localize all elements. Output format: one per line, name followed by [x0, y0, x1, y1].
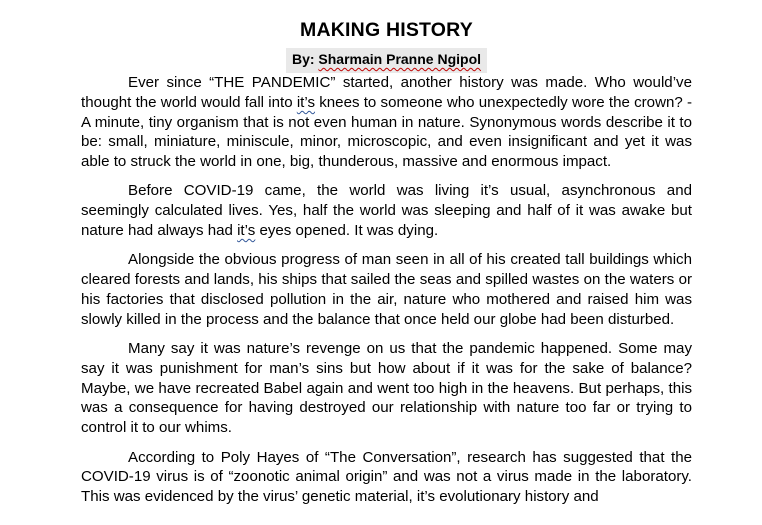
paragraph-2-text-cont: eyes opened. It was dying.: [255, 222, 439, 240]
paragraph-1: [81, 73, 692, 172]
byline-prefix: By:: [291, 51, 319, 67]
byline-container: [81, 48, 692, 73]
author-name: Sharmain Pranne Ngipol: [318, 51, 482, 67]
paragraph-3-text: Alongside the obvious progress of man seen in all of his created tall buildings which cleared forests and lands, his ships that sailed the seas and spilled wastes on the waters or his factories that disclosed pollution in the air, nature who mothered and raised him was slowly killed in the process and the balance that once held our globe had been disturbed.: [81, 251, 692, 328]
paragraph-5: [81, 448, 692, 507]
paragraph-4-text: Many say it was nature’s revenge on us that the pandemic happened. Some may say it was punishment for man’s sins but how about if it was for the sake of balance? Maybe, we have recreated Babel again and went too high in the heavens. But perhaps, this was a consequence for having destroyed our relationship with nature too far or trying to control it to our whims.: [81, 340, 692, 437]
grammar-flag[interactable]: it’s: [296, 93, 316, 111]
document-page: [81, 0, 692, 516]
paragraph-3: [81, 250, 692, 329]
document-title: MAKING HISTORY: [300, 19, 473, 41]
paragraph-1-text: Ever since “THE PANDEMIC” started, another history was made. Who would’ve thought the world would fall into: [81, 74, 692, 111]
paragraph-4: [81, 339, 692, 438]
paragraph-5-text: According to Poly Hayes of “The Conversation”, research has suggested that the COVID-19 virus is of “zoonotic animal origin” and was not a virus made in the laboratory. This was evidenced by the virus’ genetic material, it’s evolutionary history and: [81, 448, 692, 506]
paragraph-2: [81, 181, 692, 240]
paragraph-1-text-cont: knees to someone who unexpectedly wore the crown? - A minute, tiny organism that is not even human in nature. Synonymous words describe it to be: small, miniature, miniscule, minor, microscopic, and even insignificant and yet it was able to struck the world in one, big, thunderous, massive and enormous impact.: [81, 93, 693, 171]
grammar-flag[interactable]: it’s: [237, 222, 256, 240]
byline: [286, 48, 487, 73]
paragraph-2-text: Before COVID-19 came, the world was living it’s usual, asynchronous and seemingly calculated lives. Yes, half the world was sleeping and half of it was awake but nature had always had: [81, 182, 692, 240]
